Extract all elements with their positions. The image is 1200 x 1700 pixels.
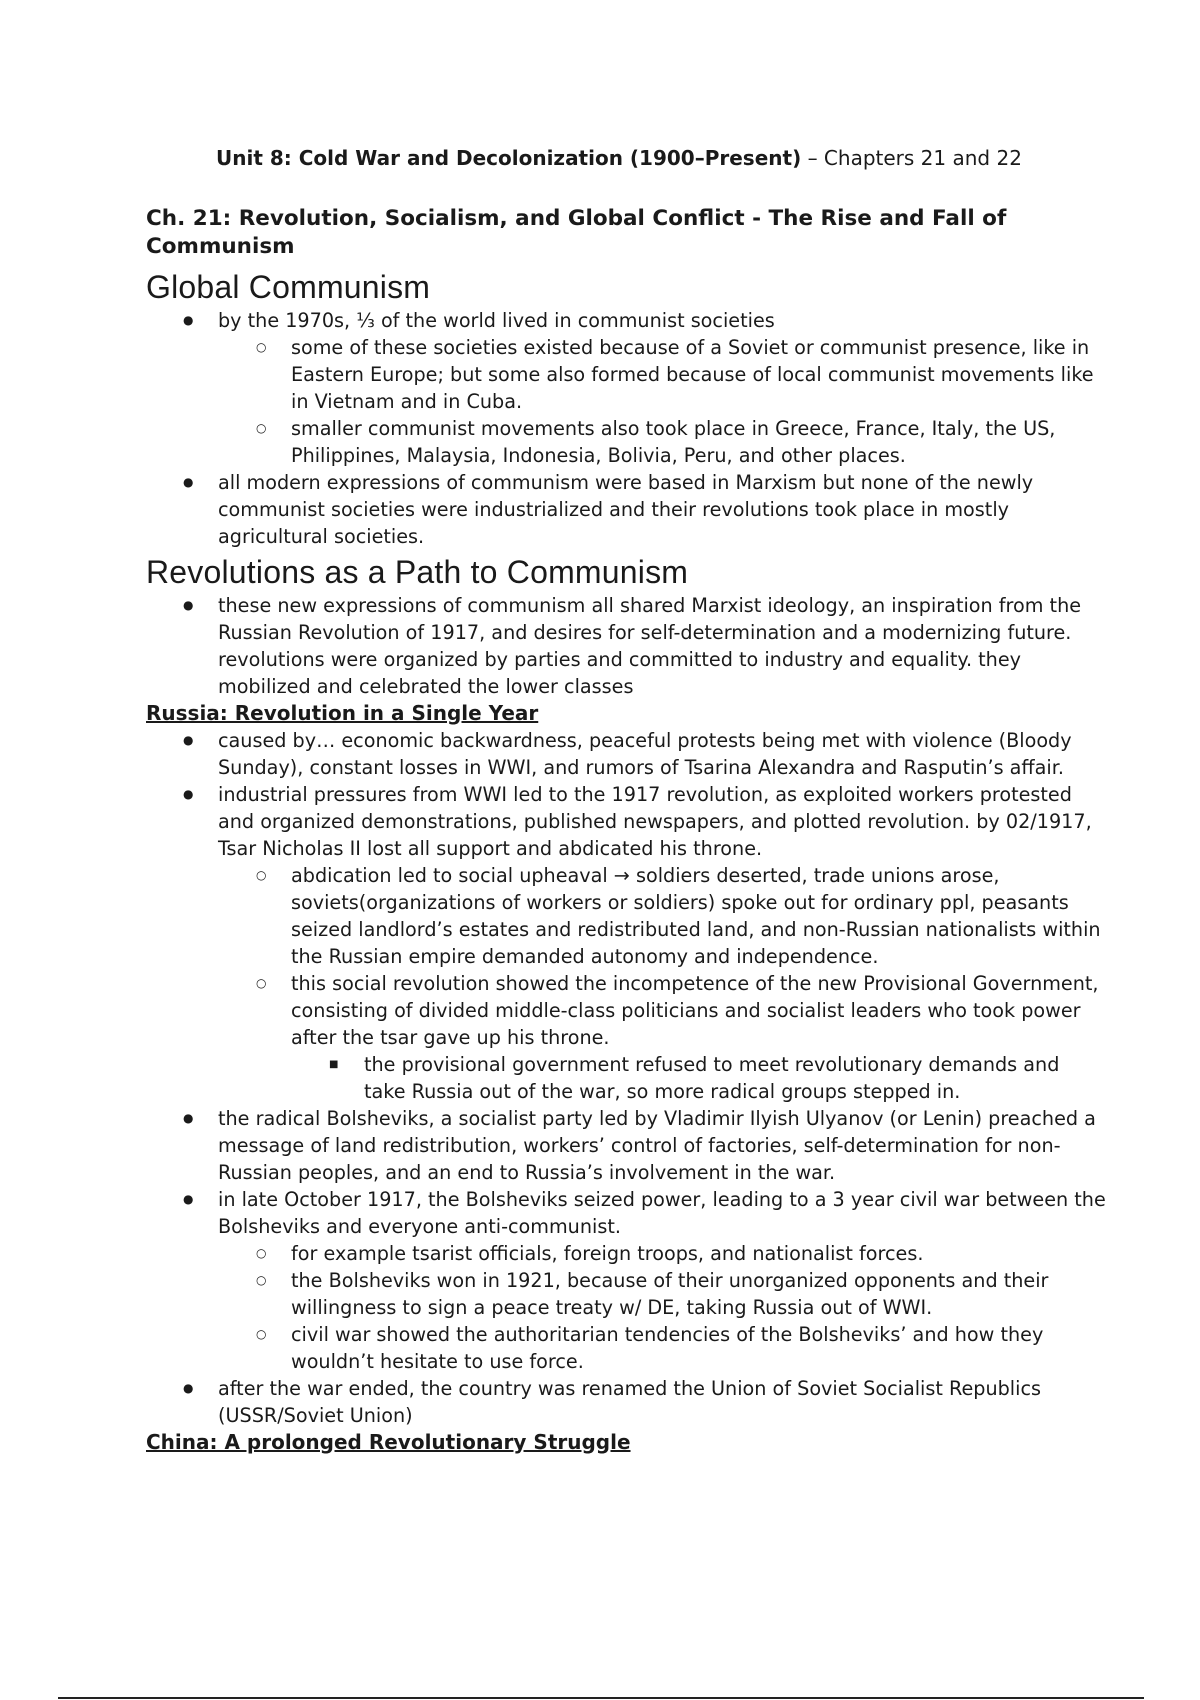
unit-title-bold: Unit 8: Cold War and Decolonization (1900–Present): [216, 146, 802, 170]
sub-bullet: ○ some of these societies existed because of a Soviet or communist presence, like in Eastern Europe; but some also formed because of local communist movements like in Vietnam and in Cuba.: [146, 334, 1106, 415]
sub-bullet: ○ the Bolsheviks won in 1921, because of their unorganized opponents and their willingness to sign a peace treaty w/ DE, taking Russia out of WWI.: [146, 1267, 1106, 1321]
heading-revolutions: Revolutions as a Path to Communism: [146, 554, 689, 590]
bullet: ● by the 1970s, ⅓ of the world lived in communist societies: [146, 307, 1106, 334]
global-communism-list: [146, 307, 1106, 550]
bullet: ● the radical Bolsheviks, a socialist party led by Vladimir Ilyish Ulyanov (or Lenin) preached a message of land redistribution, workers’ control of factories, self-determination for non-Russian peoples, and an end to Russia’s involvement in the war.: [146, 1105, 1106, 1186]
chapter-title: Ch. 21: Revolution, Socialism, and Global Conflict - The Rise and Fall of Communism: [146, 206, 1007, 259]
bullet: ● industrial pressures from WWI led to the 1917 revolution, as exploited workers protested and organized demonstrations, published newspapers, and plotted revolution. by 02/1917, Tsar Nicholas II lost all support and abdicated his throne.: [146, 781, 1106, 862]
bullet: ● after the war ended, the country was renamed the Union of Soviet Socialist Republics (USSR/Soviet Union): [146, 1375, 1106, 1429]
sub-bullet: ○ abdication led to social upheaval → soldiers deserted, trade unions arose, soviets(organizations of workers or soldiers) spoke out for ordinary ppl, peasants seized landlord’s estates and redistributed land, and non-Russian nationalists within the Russian empire demanded autonomy and independence.: [146, 862, 1106, 970]
sub-bullet: ○ civil war showed the authoritarian tendencies of the Bolsheviks’ and how they wouldn’t hesitate to use force.: [146, 1321, 1106, 1375]
unit-title: [216, 145, 1106, 171]
footer-divider: [58, 1697, 1144, 1699]
bullet: ● caused by… economic backwardness, peaceful protests being met with violence (Bloody Sunday), constant losses in WWI, and rumors of Tsarina Alexandra and Rasputin’s affair.: [146, 727, 1106, 781]
subheading-russia: Russia: Revolution in a Single Year: [146, 701, 539, 725]
sub-bullet: ○ for example tsarist officials, foreign troops, and nationalist forces.: [146, 1240, 1106, 1267]
bullet: ● in late October 1917, the Bolsheviks seized power, leading to a 3 year civil war between the Bolsheviks and everyone anti-communist.: [146, 1186, 1106, 1240]
sub-bullet: ○ this social revolution showed the incompetence of the new Provisional Government, consisting of divided middle-class politicians and socialist leaders who took power after the tsar gave up his throne.: [146, 970, 1106, 1051]
heading-global-communism: Global Communism: [146, 269, 431, 305]
bullet: ● these new expressions of communism all shared Marxist ideology, an inspiration from the Russian Revolution of 1917, and desires for self-determination and a modernizing future. revolutions were organized by parties and committed to industry and equality. they mobilized and celebrated the lower classes: [146, 592, 1106, 700]
bullet: ● all modern expressions of communism were based in Marxism but none of the newly communist societies were industrialized and their revolutions took place in mostly agricultural societies.: [146, 469, 1106, 550]
sub-sub-bullet: ■ the provisional government refused to meet revolutionary demands and take Russia out of the war, so more radical groups stepped in.: [146, 1051, 1106, 1105]
russia-list: [146, 727, 1106, 1429]
document-page: [146, 145, 1106, 1456]
unit-title-rest: – Chapters 21 and 22: [801, 146, 1022, 170]
sub-bullet: ○ smaller communist movements also took place in Greece, France, Italy, the US, Philippines, Malaysia, Indonesia, Bolivia, Peru, and other places.: [146, 415, 1106, 469]
subheading-china: China: A prolonged Revolutionary Struggle: [146, 1430, 631, 1454]
revolutions-list: [146, 592, 1106, 700]
